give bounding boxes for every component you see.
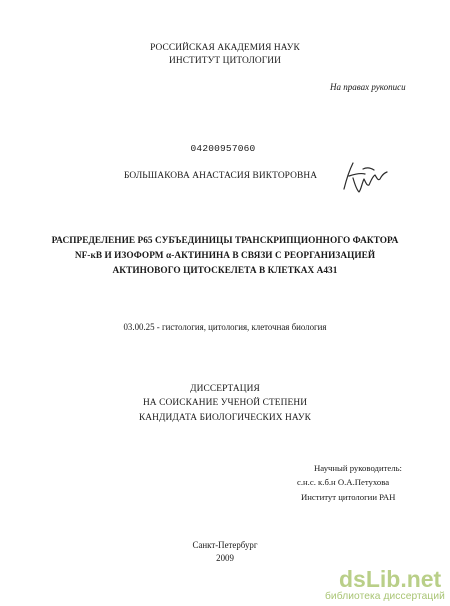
city: Санкт-Петербург	[192, 540, 258, 550]
title-line-2: NF-кВ И ИЗОФОРМ α-АКТИНИНА В СВЯЗИ С РЕОРГАНИЗАЦИЕЙ	[74, 251, 376, 261]
degree-line-3: КАНДИДАТА БИОЛОГИЧЕСКИХ НАУК	[138, 413, 312, 423]
advisor-label: Научный руководитель:	[314, 463, 402, 473]
academy-name: РОССИЙСКАЯ АКАДЕМИЯ НАУК	[150, 43, 300, 53]
rights-note: На правах рукописи	[330, 82, 406, 92]
advisor-name: с.н.с. к.б.н О.А.Петухова	[297, 477, 390, 487]
watermark-tagline: библиотека диссертаций	[325, 591, 445, 602]
signature-icon	[341, 159, 389, 197]
title-line-3: АКТИНОВОГО ЦИТОСКЕЛЕТА В КЛЕТКАХ А431	[112, 266, 338, 276]
institute-name: ИНСТИТУТ ЦИТОЛОГИИ	[168, 56, 282, 66]
advisor-affiliation: Институт цитологии РАН	[301, 492, 396, 502]
dslib-watermark	[325, 568, 445, 604]
specialty-code: 03.00.25 - гистология, цитология, клеточная биология	[123, 322, 327, 332]
year: 2009	[216, 553, 234, 563]
title-line-1: РАСПРЕДЕЛЕНИЕ Р65 СУБЪЕДИНИЦЫ ТРАНСКРИПЦИОННОГО ФАКТОРА	[51, 236, 399, 246]
watermark-logo: dsLib.net	[339, 566, 442, 592]
catalog-number: 04200957060	[190, 143, 256, 154]
degree-line-2: НА СОИСКАНИЕ УЧЕНОЙ СТЕПЕНИ	[142, 398, 308, 408]
author-name: БОЛЬШАКОВА АНАСТАСИЯ ВИКТОРОВНА	[124, 171, 318, 181]
degree-line-1: ДИССЕРТАЦИЯ	[190, 384, 260, 394]
